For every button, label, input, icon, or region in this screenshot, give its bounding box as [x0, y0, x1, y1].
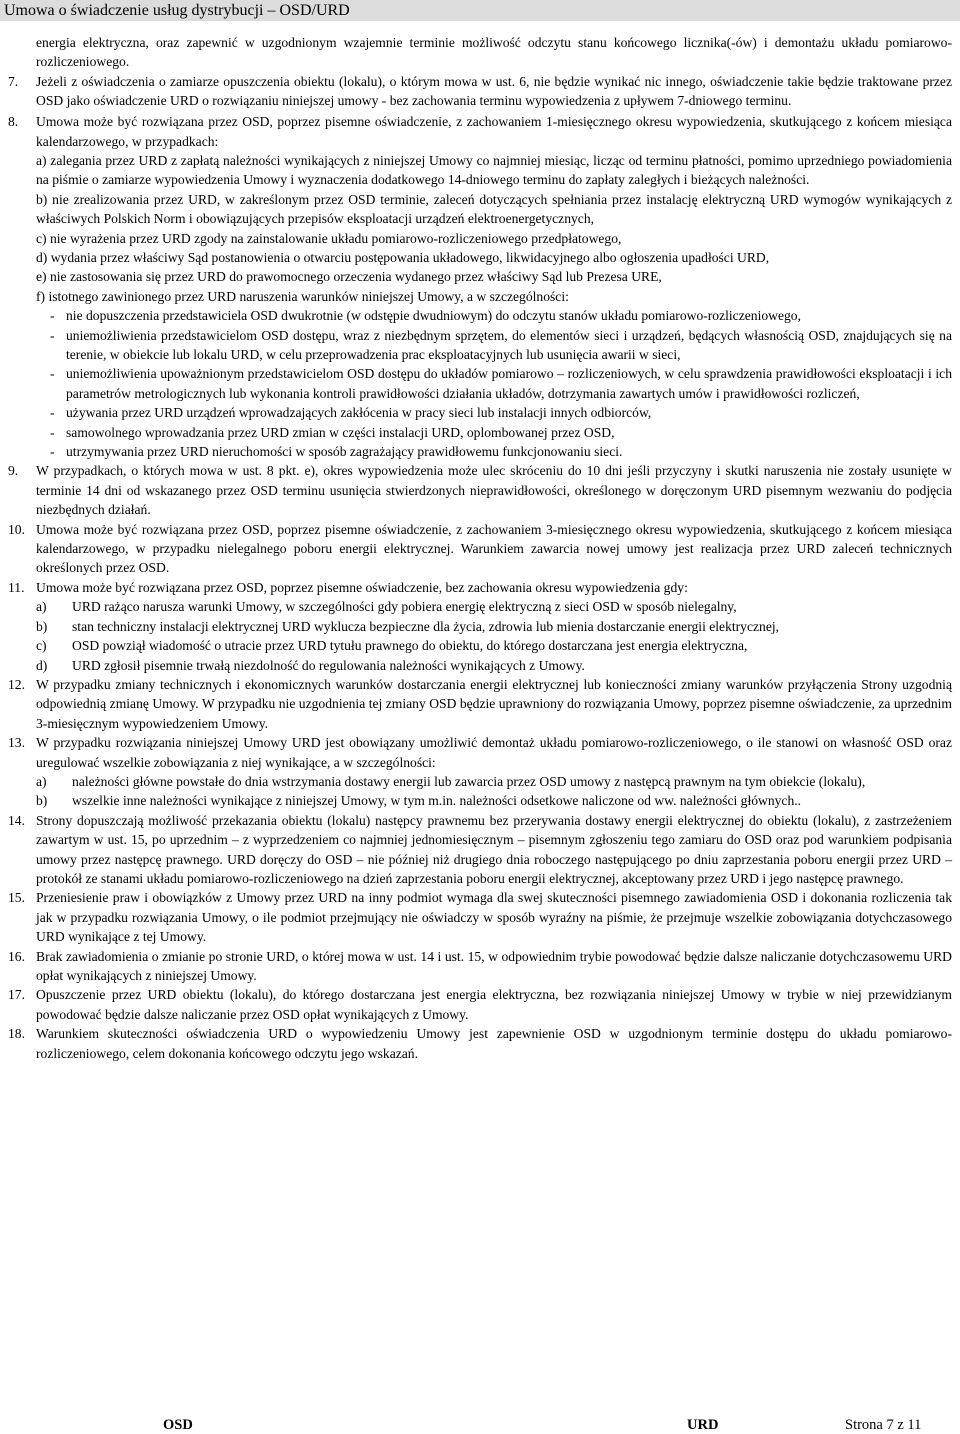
section-11-item: c) OSD powziął wiadomość o utracie przez URD tytułu prawnego do obiektu, do którego dostarczana jest energia elektryczna,	[36, 638, 748, 654]
section-number: 10.	[8, 521, 25, 537]
section-text: Brak zawiadomienia o zmianie po stronie URD, o której mowa w ust. 14 i ust. 15, w odpowiednim trybie powodować będzie dalsze naliczanie dotychczasowemu URD opłat wynikających z niniejszej Umowy.	[36, 948, 952, 983]
section-text: Umowa może być rozwiązana przez OSD, poprzez pisemne oświadczenie, z zachowaniem 1-miesięcznego okresu wypowiedzenia, skutkującego z końcem miesiąca kalendarzowego, w przypadkach:	[36, 114, 952, 149]
section-8-item-d: d) wydania przez właściwy Sąd postanowienia o otwarciu postępowania układowego, likwidacyjnego albo ogłoszenia upadłości URD,	[36, 249, 770, 265]
section-12	[8, 675, 952, 733]
section-10	[8, 520, 952, 578]
section-number: 7.	[8, 73, 19, 89]
section-18	[8, 1024, 952, 1063]
section-15	[8, 888, 952, 946]
section-number: 13.	[8, 735, 25, 751]
section-14	[8, 811, 952, 889]
section-number: 18.	[8, 1026, 25, 1042]
section-7	[8, 72, 952, 111]
section-text: Strony dopuszczają możliwość przekazania obiektu (lokalu) następcy prawnemu bez przerywania dostawy energii elektrycznej do obiektu (lokalu), z zastrzeżeniem zawartym w ust. 15, po uprzednim – z wyprzedzeniem co najmniej jednomiesięcznym – pisemnym zgłoszeniu tego zamiaru do OSD oraz pod warunkiem podpisania umowy przez następcę prawnego. URD doręczy do OSD – nie później niż drugiego dnia roboczego następującego po dniu zaprzestania poboru energii przez URD – protokół ze stanami układu pomiarowo-rozliczeniowego na dzień zaprzestania poboru energii elektrycznej, akceptowany przez URD i jego następcę prawnego.	[36, 812, 952, 886]
section-8	[8, 112, 952, 151]
section-8-item-b: b) nie zrealizowania przez URD, w zakreślonym przez OSD terminie, zaleceń dotyczących spełniania przez instalację elektryczną URD wymogów wynikających z właściwych Polskich Norm i obowiązujących przepisów eksploatacji urządzeń elektroenergetycznych,	[36, 191, 952, 227]
section-text: Umowa może być rozwiązana przez OSD, poprzez pisemne oświadczenie, bez zachowania okresu wypowiedzenia gdy:	[36, 579, 688, 595]
section-11-item: d) URD zgłosił pisemnie trwałą niezdolność do regulowania należności wynikających z Umowy.	[36, 657, 585, 673]
section-8-item-c: c) nie wyrażenia przez URD zgody na zainstalowanie układu pomiarowo-rozliczeniowego przedpłatowego,	[36, 230, 622, 246]
section-11-item: a) URD rażąco narusza warunki Umowy, w szczególności gdy pobiera energię elektryczną z sieci OSD w sposób nielegalny,	[36, 599, 737, 615]
section-16	[8, 947, 952, 986]
section-text: Jeżeli z oświadczenia o zamiarze opuszczenia obiektu (lokalu), o którym mowa w ust. 6, nie będzie wynikać nic innego, oświadczenie takie będzie traktowane przez OSD jako oświadczenie URD o rozwiązaniu niniejszej umowy - bez zachowania terminu wypowiedzenia z upływem 7-dniowego terminu.	[36, 73, 952, 109]
paragraph-continuation: energia elektryczna, oraz zapewnić w uzgodnionym wzajemnie terminie możliwość odczytu stanu końcowego licznika(-ów) i demontażu układu pomiarowo-rozliczeniowego.	[36, 35, 952, 70]
page-number: Strona 7 z 11	[845, 1417, 922, 1433]
section-8-item-f: f) istotnego zawinionego przez URD naruszenia warunków niniejszej Umowy, a w szczególności:	[36, 288, 569, 304]
section-number: 15.	[8, 890, 25, 906]
section-text: Przeniesienie praw i obowiązków z Umowy przez URD na inny podmiot wymaga dla swej skuteczności pisemnego zawiadomienia OSD i dokonania rozliczenia tak jak w przypadku rozwiązania Umowy, o ile podmiot przejmujący nie oświadczy w sposób wyraźny na piśmie, że przejmuje wszelkie zobowiązania dotychczasowego URD wynikające z tej Umowy.	[36, 890, 952, 945]
section-11	[8, 578, 952, 597]
footer-urd: URD	[687, 1417, 719, 1433]
section-number: 12.	[8, 676, 25, 692]
section-13-item: b) wszelkie inne należności wynikające z niniejszej Umowy, w tym m.in. należności odsetkowe naliczone od ww. należności głównych..	[36, 793, 802, 809]
section-number: 14.	[8, 812, 25, 828]
section-11-item: b) stan techniczny instalacji elektrycznej URD wyklucza bezpieczne dla życia, zdrowia lub mienia dostarczanie energii elektrycznej,	[36, 618, 780, 634]
dash-item: - uniemożliwienia upoważnionym przedstawicielom OSD dostępu do układów pomiarowo – rozliczeniowych, w celu sprawdzenia prawidłowości eksploatacji i ich parametrów metrologicznych lub wykonania kontroli prawidłowości działania układów, dotrzymania zawartych umów i prawidłowości rozliczeń,	[50, 366, 952, 401]
section-8-item-a: a) zalegania przez URD z zapłatą należności wynikających z niniejszej Umowy co najmniej miesiąc, licząc od terminu płatności, pomimo uprzedniego powiadomienia na piśmie o zamiarze wypowiedzenia Umowy i wyznaczenia dodatkowego 14-dniowego terminu do zapłaty zaległych i bieżących należności.	[36, 152, 952, 188]
section-9	[8, 461, 952, 519]
section-number: 16.	[8, 948, 25, 964]
section-8-item-e: e) nie zastosowania się przez URD do prawomocnego orzeczenia wydanego przez właściwy Sąd lub Prezesa URE,	[36, 269, 662, 285]
section-17	[8, 985, 952, 1024]
section-13	[8, 733, 952, 772]
section-13-item: a) należności główne powstałe do dnia wstrzymania dostawy energii lub zawarcia przez OSD umowy z następcą prawnym na tym obiekcie (lokalu),	[36, 773, 866, 789]
section-text: Opuszczenie przez URD obiektu (lokalu), do którego dostarczana jest energia elektryczna, bez rozwiązania niniejszej Umowy w trybie w niej przewidzianym powodować będzie dalsze naliczanie przez OSD opłat wynikających z Umowy.	[36, 987, 952, 1022]
dash-item: - utrzymywania przez URD nieruchomości w sposób zagrażający prawidłowemu funkcjonowaniu sieci.	[50, 444, 623, 460]
section-text: W przypadkach, o których mowa w ust. 8 pkt. e), okres wypowiedzenia może ulec skróceniu do 10 dni jeśli przyczyny i skutki naruszenia nie zostały usunięte w terminie 14 dni od wskazanego przez OSD terminu usunięcia stwierdzonych nieprawidłowości, określonego w doręczonym URD pisemnym wezwaniu do podjęcia niezbędnych działań.	[36, 463, 952, 518]
dash-item: - nie dopuszczenia przedstawiciela OSD dwukrotnie (w odstępie dwudniowym) do odczytu stanów układu pomiarowo-rozliczeniowego,	[50, 308, 801, 324]
dash-item: - używania przez URD urządzeń wprowadzających zakłócenia w pracy sieci lub instalacji innych odbiorców,	[50, 405, 652, 421]
section-text: W przypadku rozwiązania niniejszej Umowy URD jest obowiązany umożliwić demontaż układu pomiarowo-rozliczeniowego, o ile stanowi on własność OSD oraz uregulować wszelkie zobowiązania z niej wynikające, a w szczególności:	[36, 735, 952, 770]
footer-osd: OSD	[163, 1417, 193, 1433]
document-title: Umowa o świadczenie usług dystrybucji – OSD/URD	[4, 2, 350, 19]
document-body	[8, 33, 952, 1063]
section-text: Warunkiem skuteczności oświadczenia URD o wypowiedzeniu Umowy jest zapewnienie OSD w uzgodnionym terminie dostępu do układu pomiarowo-rozliczeniowego, celem dokonania końcowego odczytu jego wskazań.	[36, 1026, 952, 1061]
section-number: 9.	[8, 463, 19, 479]
section-number: 11.	[8, 579, 25, 595]
section-number: 8.	[8, 114, 19, 130]
document-header-bar	[0, 0, 960, 21]
dash-item: - uniemożliwienia przedstawicielom OSD dostępu, wraz z niezbędnym sprzętem, do elementów sieci i urządzeń, będących własnością OSD, znajdujących się na terenie, w obiekcie lub lokalu URD, w celu przeprowadzenia prac eksploatacyjnych lub usunięcia awarii w sieci,	[50, 327, 952, 362]
dash-item: - samowolnego wprowadzania przez URD zmian w części instalacji URD, oplombowanej przez OSD,	[50, 424, 615, 440]
section-text: W przypadku zmiany technicznych i ekonomicznych warunków dostarczania energii elektrycznej lub konieczności zmiany warunków przyłączenia Strony uzgodnią odpowiednią zmianę Umowy. W przypadku nie uzgodnienia tej zmiany OSD będzie uprawniony do rozwiązania Umowy, poprzez pisemne oświadczenie, za uprzednim 3-miesięcznym wypowiedzeniem Umowy.	[36, 676, 952, 731]
section-number: 17.	[8, 987, 25, 1003]
section-text: Umowa może być rozwiązana przez OSD, poprzez pisemne oświadczenie, z zachowaniem 3-miesięcznego okresu wypowiedzenia, skutkującego z końcem miesiąca kalendarzowego, w przypadku nielegalnego poboru energii elektrycznej. Warunkiem zawarcia nowej umowy jest realizacja przez URD zaleceń technicznych określonych przez OSD.	[36, 521, 952, 576]
